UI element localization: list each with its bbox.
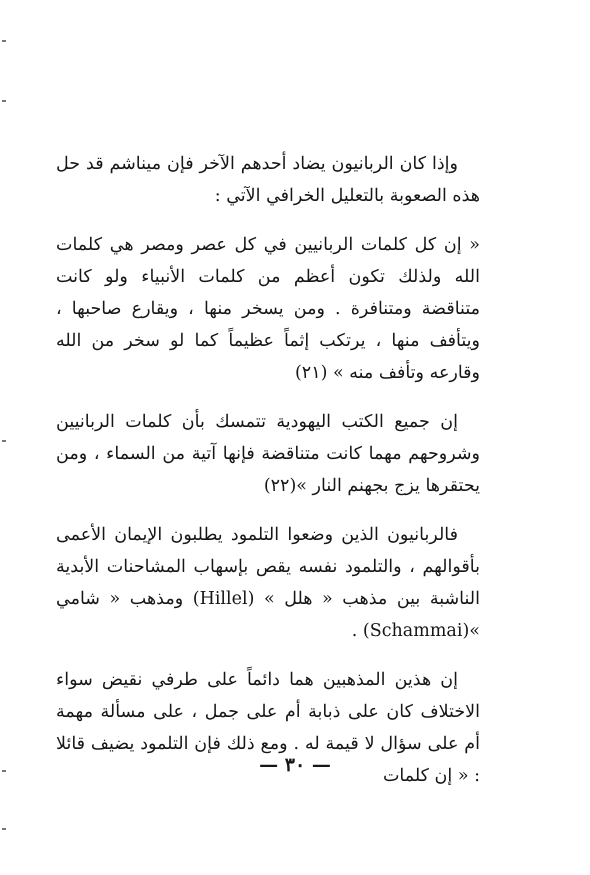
paragraph-4-text: فالربانيون الذين وضعوا التلمود يطلبون الإيمان الأعمى بأقوالهم ، والتلمود نفسه يقص بإسهاب المشاحنات الأبدية الناشبة بين مذهب « هلل » (Hillel) ومذهب « شامي »(Schammai) . bbox=[56, 525, 480, 641]
scan-mark bbox=[2, 828, 6, 830]
paragraph-5-text: إن هذين المذهبين هما دائماً على طرفي نقيض سواء الاختلاف كان على ذبابة أم على جمل ، على مسألة مهمة أم على سؤال لا قيمة له . ومع ذلك فإن التلمود يضيف قائلا : « إن كلمات bbox=[56, 670, 480, 786]
body-text bbox=[56, 148, 480, 792]
paragraph-3-text: إن جميع الكتب اليهودية تتمسك بأن كلمات الربانيين وشروحهم مهما كانت متناقضة فإنها آتية من السماء ، ومن يحتقرها يزج بجهنم النار »(٢٢) bbox=[56, 412, 480, 496]
scan-mark bbox=[2, 440, 6, 442]
scan-mark bbox=[2, 100, 6, 102]
paragraph-2-text: « إن كل كلمات الربانيين في كل عصر ومصر هي كلمات الله ولذلك تكون أعظم من كلمات الأنبياء ولو كانت متناقضة ومتنافرة . ومن يسخر منها ، ويقارع صاحبها ، ويتأفف منها ، يرتكب إثماً عظيماً كما لو سخر من الله وقارعه وتأفف منه » (٢١) bbox=[56, 235, 480, 383]
page-number: — ٣٠ — bbox=[259, 754, 331, 776]
paragraph-1-text: وإذا كان الربانيون يضاد أحدهم الآخر فإن ميناشم قد حل هذه الصعوبة بالتعليل الخرافي الآتي : bbox=[56, 154, 480, 206]
paragraph-1 bbox=[56, 148, 480, 212]
paragraph-4 bbox=[56, 519, 480, 647]
paragraph-2-quote bbox=[56, 229, 480, 389]
paragraph-3 bbox=[56, 406, 480, 502]
scan-mark bbox=[2, 40, 6, 42]
